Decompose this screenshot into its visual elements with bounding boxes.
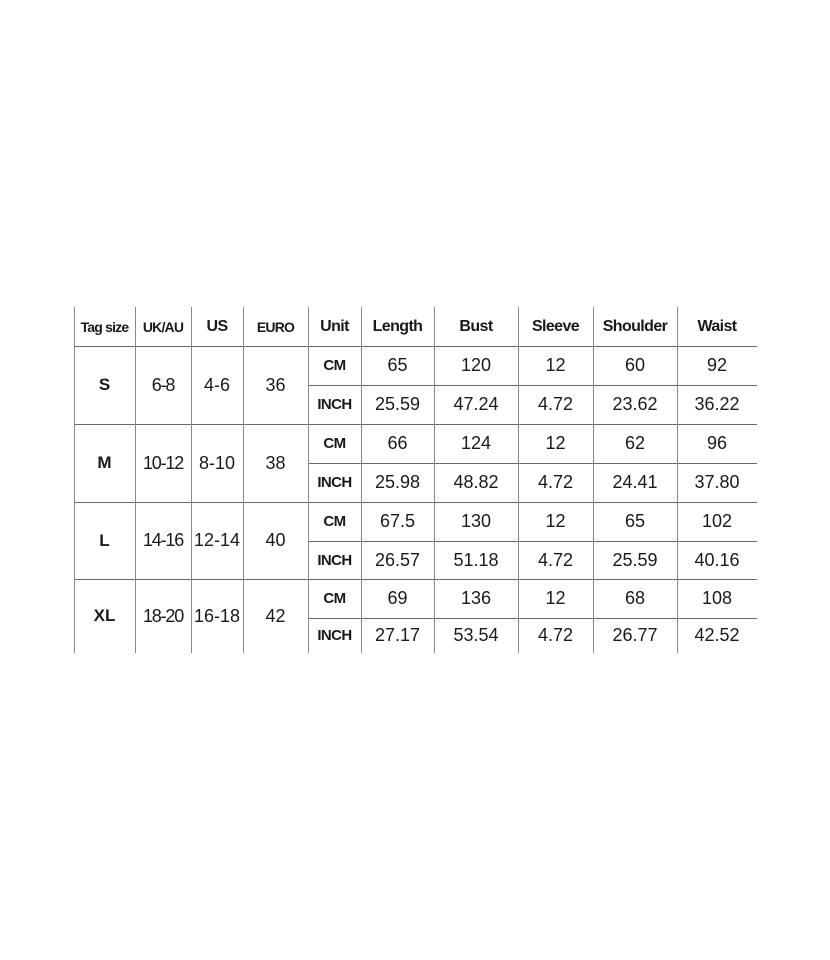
uk-au-cell: 18-20: [142, 605, 184, 626]
waist-cell: 42.52: [694, 625, 740, 645]
shoulder-cell: 23.62: [612, 394, 658, 414]
length-cell: 67.5: [379, 511, 416, 531]
header-length: Length: [372, 317, 423, 335]
euro-size-cell: 36: [265, 374, 286, 395]
waist-cell: 92: [706, 355, 728, 375]
sleeve-cell: 4.72: [537, 625, 574, 645]
shoulder-cell: 24.41: [612, 472, 658, 492]
shoulder-cell: 60: [624, 355, 646, 375]
length-cell: 65: [387, 355, 408, 375]
waist-cell: 102: [701, 511, 733, 531]
length-cell: 25.98: [374, 472, 421, 492]
shoulder-cell: 65: [624, 511, 646, 531]
header-waist: Waist: [697, 317, 737, 335]
length-cell: 66: [387, 433, 408, 453]
header-sleeve: Sleeve: [531, 317, 580, 335]
header-shoulder: Shoulder: [602, 317, 668, 335]
unit-cell: INCH: [317, 396, 352, 413]
us-size-cell: 12-14: [193, 530, 241, 550]
shoulder-cell: 62: [624, 433, 646, 453]
tag-size-cell: L: [99, 530, 110, 550]
unit-cell: CM: [323, 435, 346, 452]
shoulder-cell: 26.77: [612, 625, 658, 645]
bust-cell: 136: [460, 588, 492, 608]
unit-cell: INCH: [317, 551, 352, 569]
sleeve-cell: 12: [545, 588, 566, 608]
uk-au-cell: 6-8: [151, 374, 175, 395]
us-size-cell: 16-18: [193, 605, 241, 626]
us-size-cell: 8-10: [198, 452, 236, 473]
uk-au-cell: 14-16: [142, 530, 184, 550]
sleeve-cell: 12: [545, 433, 566, 453]
unit-cell: INCH: [317, 627, 352, 644]
sleeve-cell: 4.72: [537, 549, 574, 570]
header-us: US: [206, 317, 228, 335]
sleeve-cell: 12: [545, 511, 566, 531]
tag-size-cell: XL: [93, 606, 116, 625]
shoulder-cell: 25.59: [612, 549, 658, 570]
sleeve-cell: 4.72: [537, 472, 574, 492]
header-euro: EURO: [256, 318, 295, 335]
euro-size-cell: 40: [265, 530, 286, 550]
length-cell: 69: [387, 588, 408, 608]
shoulder-cell: 68: [624, 588, 646, 608]
waist-cell: 36.22: [694, 394, 740, 414]
sleeve-cell: 12: [545, 355, 566, 375]
unit-cell: INCH: [317, 474, 352, 491]
bust-cell: 53.54: [453, 625, 499, 645]
bust-cell: 130: [460, 511, 492, 531]
tag-size-cell: S: [98, 375, 111, 394]
unit-cell: CM: [323, 590, 346, 607]
length-cell: 27.17: [374, 625, 421, 645]
waist-cell: 108: [701, 588, 733, 608]
bust-cell: 48.82: [453, 472, 499, 492]
bust-cell: 51.18: [453, 549, 499, 570]
waist-cell: 37.80: [694, 472, 740, 492]
bust-cell: 120: [460, 355, 492, 375]
header-tag-size: Tag size: [80, 318, 129, 335]
us-size-cell: 4-6: [203, 374, 230, 395]
size-chart-table: [74, 307, 757, 653]
header-uk-au: UK/AU: [142, 318, 184, 335]
length-cell: 25.59: [374, 394, 421, 414]
unit-cell: CM: [323, 513, 346, 530]
bust-cell: 124: [460, 433, 492, 453]
uk-au-cell: 10-12: [142, 452, 184, 473]
euro-size-cell: 42: [265, 605, 286, 626]
tag-size-cell: M: [97, 453, 112, 472]
bust-cell: 47.24: [453, 394, 499, 414]
waist-cell: 40.16: [694, 549, 740, 570]
header-unit: Unit: [320, 317, 349, 335]
unit-cell: CM: [323, 357, 346, 374]
header-bust: Bust: [459, 317, 493, 335]
waist-cell: 96: [706, 433, 728, 453]
sleeve-cell: 4.72: [537, 394, 574, 414]
length-cell: 26.57: [374, 549, 421, 570]
euro-size-cell: 38: [265, 452, 286, 473]
